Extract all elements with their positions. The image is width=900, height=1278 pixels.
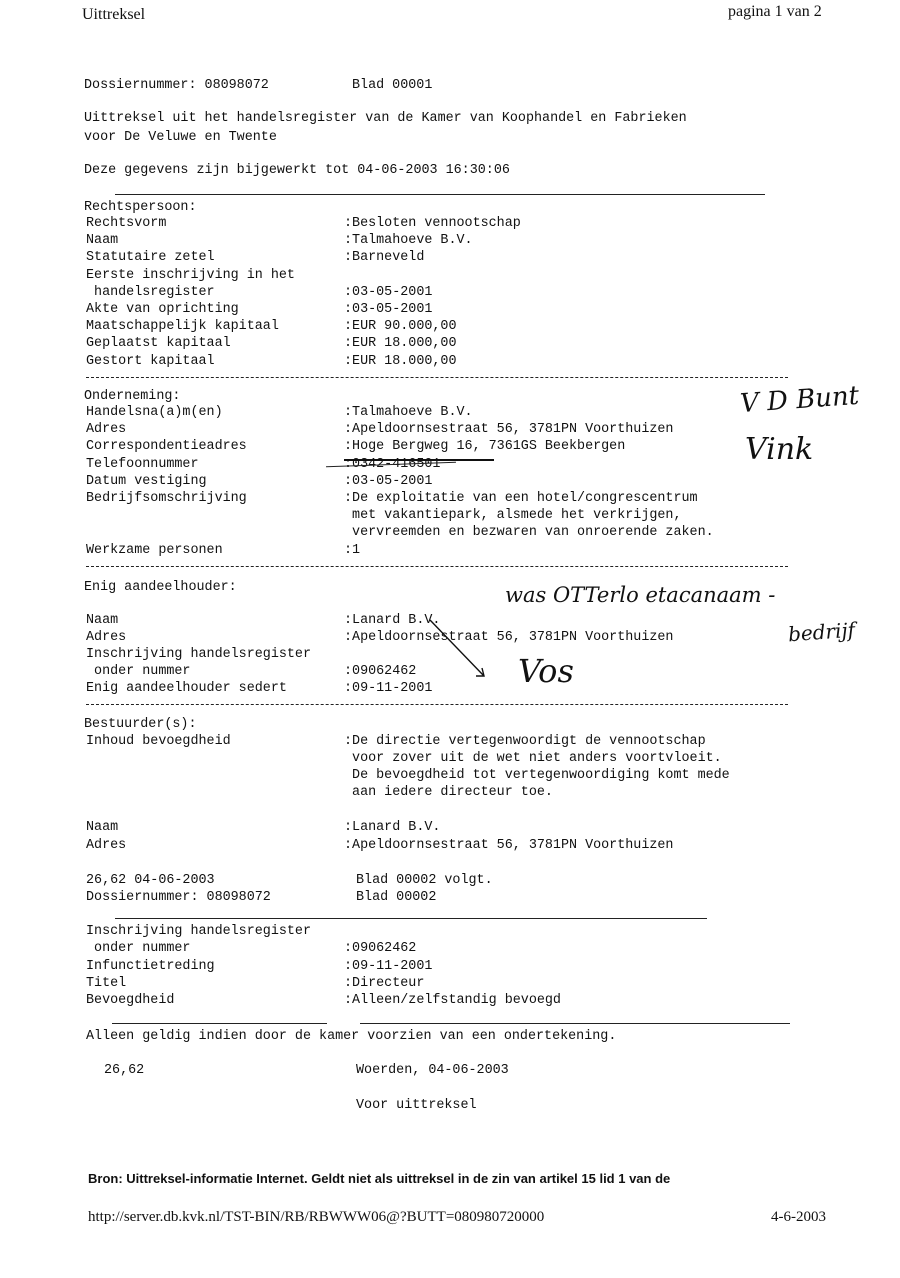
pagebreak-left-1: 26,62 04-06-2003 [86,873,215,888]
aandeelhouder-label: Enig aandeelhouder sedert [86,681,287,696]
bestuurder-row [0,785,900,802]
validity-note: Alleen geldig indien door de kamer voorzien van een ondertekening. [86,1029,617,1044]
inschrijving-row [0,976,900,993]
rechtspersoon-label: Eerste inschrijving in het [86,267,295,283]
inschrijving-row [0,941,900,958]
pagebreak-right-1: Blad 00002 volgt. [356,873,493,888]
aandeelhouder-label: Naam [86,613,119,628]
aandeelhouder-label: Inschrijving handelsregister [86,647,311,662]
section-heading-aandeelhouder: Enig aandeelhouder: [84,580,237,595]
onderneming-label: Bedrijfsomschrijving [86,491,247,506]
inschrijving-value: :Alleen/zelfstandig bevoegd [344,993,561,1009]
intro-line-1: Uittreksel uit het handelsregister van de Kamer van Koophandel en Fabrieken [84,111,687,126]
aandeelhouder-row [0,647,900,664]
bestuurder-row [0,838,900,855]
onderneming-value: :Apeldoornsestraat 56, 3781PN Voorthuizen [344,422,674,438]
onderneming-row [0,543,900,560]
inschrijving-label: Bevoegdheid [86,993,175,1009]
onderneming-label: Telefoonnummer [86,456,199,472]
bestuurder-row [0,751,900,768]
aandeelhouder-value: :09-11-2001 [344,681,433,696]
inschrijving-row [0,993,900,1010]
separator-1 [86,377,788,378]
bestuurder-value: voor zover uit de wet niet anders voortvloeit. [344,751,722,766]
rechtspersoon-row [0,216,900,233]
onderneming-value: :Talmahoeve B.V. [344,405,473,420]
aandeelhouder-row [0,664,900,681]
rechtspersoon-row [0,336,900,353]
rechtspersoon-label: handelsregister [86,284,215,300]
rechtspersoon-value: :EUR 18.000,00 [344,353,457,369]
onderneming-value: vervreemden en bezwaren van onroerende zaken. [344,525,714,541]
rechtspersoon-value: :03-05-2001 [344,302,433,317]
bestuurder-row [0,734,900,751]
rechtspersoon-row [0,354,900,371]
section-heading-rechtspersoon: Rechtspersoon: [84,200,197,215]
rechtspersoon-label: Akte van oprichting [86,302,239,317]
underline-correspondentie [344,459,494,461]
onderneming-row [0,491,900,508]
aandeelhouder-label: Adres [86,630,127,645]
handwritten-bedrijf: bedrijf [787,617,856,647]
rechtspersoon-row [0,302,900,319]
bestuurder-value: :Lanard B.V. [344,820,441,835]
rechtspersoon-row [0,250,900,267]
closing-amount: 26,62 [104,1063,145,1078]
bestuurder-label: Inhoud bevoegdheid [86,734,231,749]
onderneming-row [0,508,900,525]
document-title: Uittreksel [82,6,146,23]
onderneming-label: Werkzame personen [86,542,223,558]
onderneming-value: :1 [344,542,361,558]
onderneming-label: Correspondentieadres [86,439,247,455]
inschrijving-row [0,924,900,941]
rechtspersoon-value: :03-05-2001 [344,284,433,300]
onderneming-value: :Hoge Bergweg 16, 7361GS Beekbergen [344,439,626,455]
closing-voor-uittreksel: Voor uittreksel [356,1098,477,1113]
rechtspersoon-row [0,233,900,250]
aandeelhouder-row [0,681,900,698]
dossier-number: Dossiernummer: 08098072 [84,78,269,93]
updated-line: Deze gegevens zijn bijgewerkt tot 04-06-2003 16:30:06 [84,163,510,178]
bestuurder-label: Adres [86,837,127,853]
bestuurder-label: Naam [86,820,119,835]
inschrijving-row [0,959,900,976]
onderneming-label: Datum vestiging [86,473,207,489]
onderneming-label: Adres [86,422,127,438]
rule-3a [112,1023,327,1024]
inschrijving-label: Titel [86,975,127,991]
footer-source-note: Bron: Uittreksel-informatie Internet. Geldt niet als uittreksel in de zin van artikel 15 lid 1 van de [88,1171,671,1186]
rechtspersoon-row [0,319,900,336]
rechtspersoon-row [0,268,900,285]
rechtspersoon-value: :EUR 18.000,00 [344,336,457,352]
bestuurder-value: :De directie vertegenwoordigt de vennootschap [344,734,706,749]
closing-place-date: Woerden, 04-06-2003 [356,1063,509,1078]
inschrijving-value: :Directeur [344,975,425,991]
aandeelhouder-value: :Apeldoornsestraat 56, 3781PN Voorthuizen [344,630,674,645]
section-heading-onderneming: Onderneming: [84,389,181,404]
rechtspersoon-label: Geplaatst kapitaal [86,336,231,352]
pagebreak-left-2: Dossiernummer: 08098072 [86,890,271,905]
aandeelhouder-value: :Lanard B.V. [344,613,441,628]
bestuurder-row [0,820,900,837]
footer-url[interactable]: http://server.db.kvk.nl/TST-BIN/RB/RBWWW06@?BUTT=080980720000 [88,1209,545,1225]
handwritten-vd-bunt: V D Bunt [739,380,861,420]
rule-3b [360,1023,790,1024]
handwritten-vink: Vink [745,432,814,467]
bestuurder-row [0,768,900,785]
onderneming-value: met vakantiepark, alsmede het verkrijgen, [344,508,682,524]
handwritten-otterlo: was OTTerlo etacanaam - [505,583,776,607]
rechtspersoon-value: :EUR 90.000,00 [344,319,457,335]
onderneming-row [0,474,900,491]
aandeelhouder-row [0,613,900,630]
onderneming-value: :De exploitatie van een hotel/congrescentrum [344,491,698,506]
aandeelhouder-row [0,630,900,647]
rechtspersoon-label: Statutaire zetel [86,250,215,266]
rechtspersoon-value: :Barneveld [344,250,425,266]
separator-2 [86,566,788,567]
page-indicator: pagina 1 van 2 [728,3,822,20]
inschrijving-label: Inschrijving handelsregister [86,924,311,939]
aandeelhouder-value: :09062462 [344,664,417,679]
rechtspersoon-value: :Besloten vennootschap [344,216,521,231]
section-heading-bestuurder: Bestuurder(s): [84,717,197,732]
bestuurder-value: :Apeldoornsestraat 56, 3781PN Voorthuizen [344,837,674,853]
onderneming-value: :03-05-2001 [344,473,433,489]
separator-3 [86,704,788,705]
onderneming-row [0,525,900,542]
inschrijving-value: :09062462 [344,941,417,957]
rechtspersoon-value: :Talmahoeve B.V. [344,233,473,249]
inschrijving-value: :09-11-2001 [344,958,433,974]
bestuurder-value: aan iedere directeur toe. [344,785,553,800]
rule-2 [115,918,707,919]
rechtspersoon-label: Maatschappelijk kapitaal [86,319,279,335]
onderneming-value: :0342-416501 [344,456,441,472]
bestuurder-value: De bevoegdheid tot vertegenwoordiging komt mede [344,768,730,783]
rechtspersoon-label: Naam [86,233,119,249]
rechtspersoon-label: Gestort kapitaal [86,353,215,369]
pagebreak-right-2: Blad 00002 [356,890,437,905]
inschrijving-label: Infunctietreding [86,958,215,974]
aandeelhouder-label: onder nummer [86,664,191,679]
inschrijving-label: onder nummer [86,941,191,957]
rechtspersoon-row [0,285,900,302]
rechtspersoon-label: Rechtsvorm [86,216,167,231]
handwritten-vos: Vos [518,652,574,690]
intro-line-2: voor De Veluwe en Twente [84,130,277,145]
footer-date: 4-6-2003 [771,1209,826,1225]
blad-number: Blad 00001 [352,78,433,93]
top-rule [115,194,765,195]
onderneming-label: Handelsna(a)m(en) [86,405,223,420]
